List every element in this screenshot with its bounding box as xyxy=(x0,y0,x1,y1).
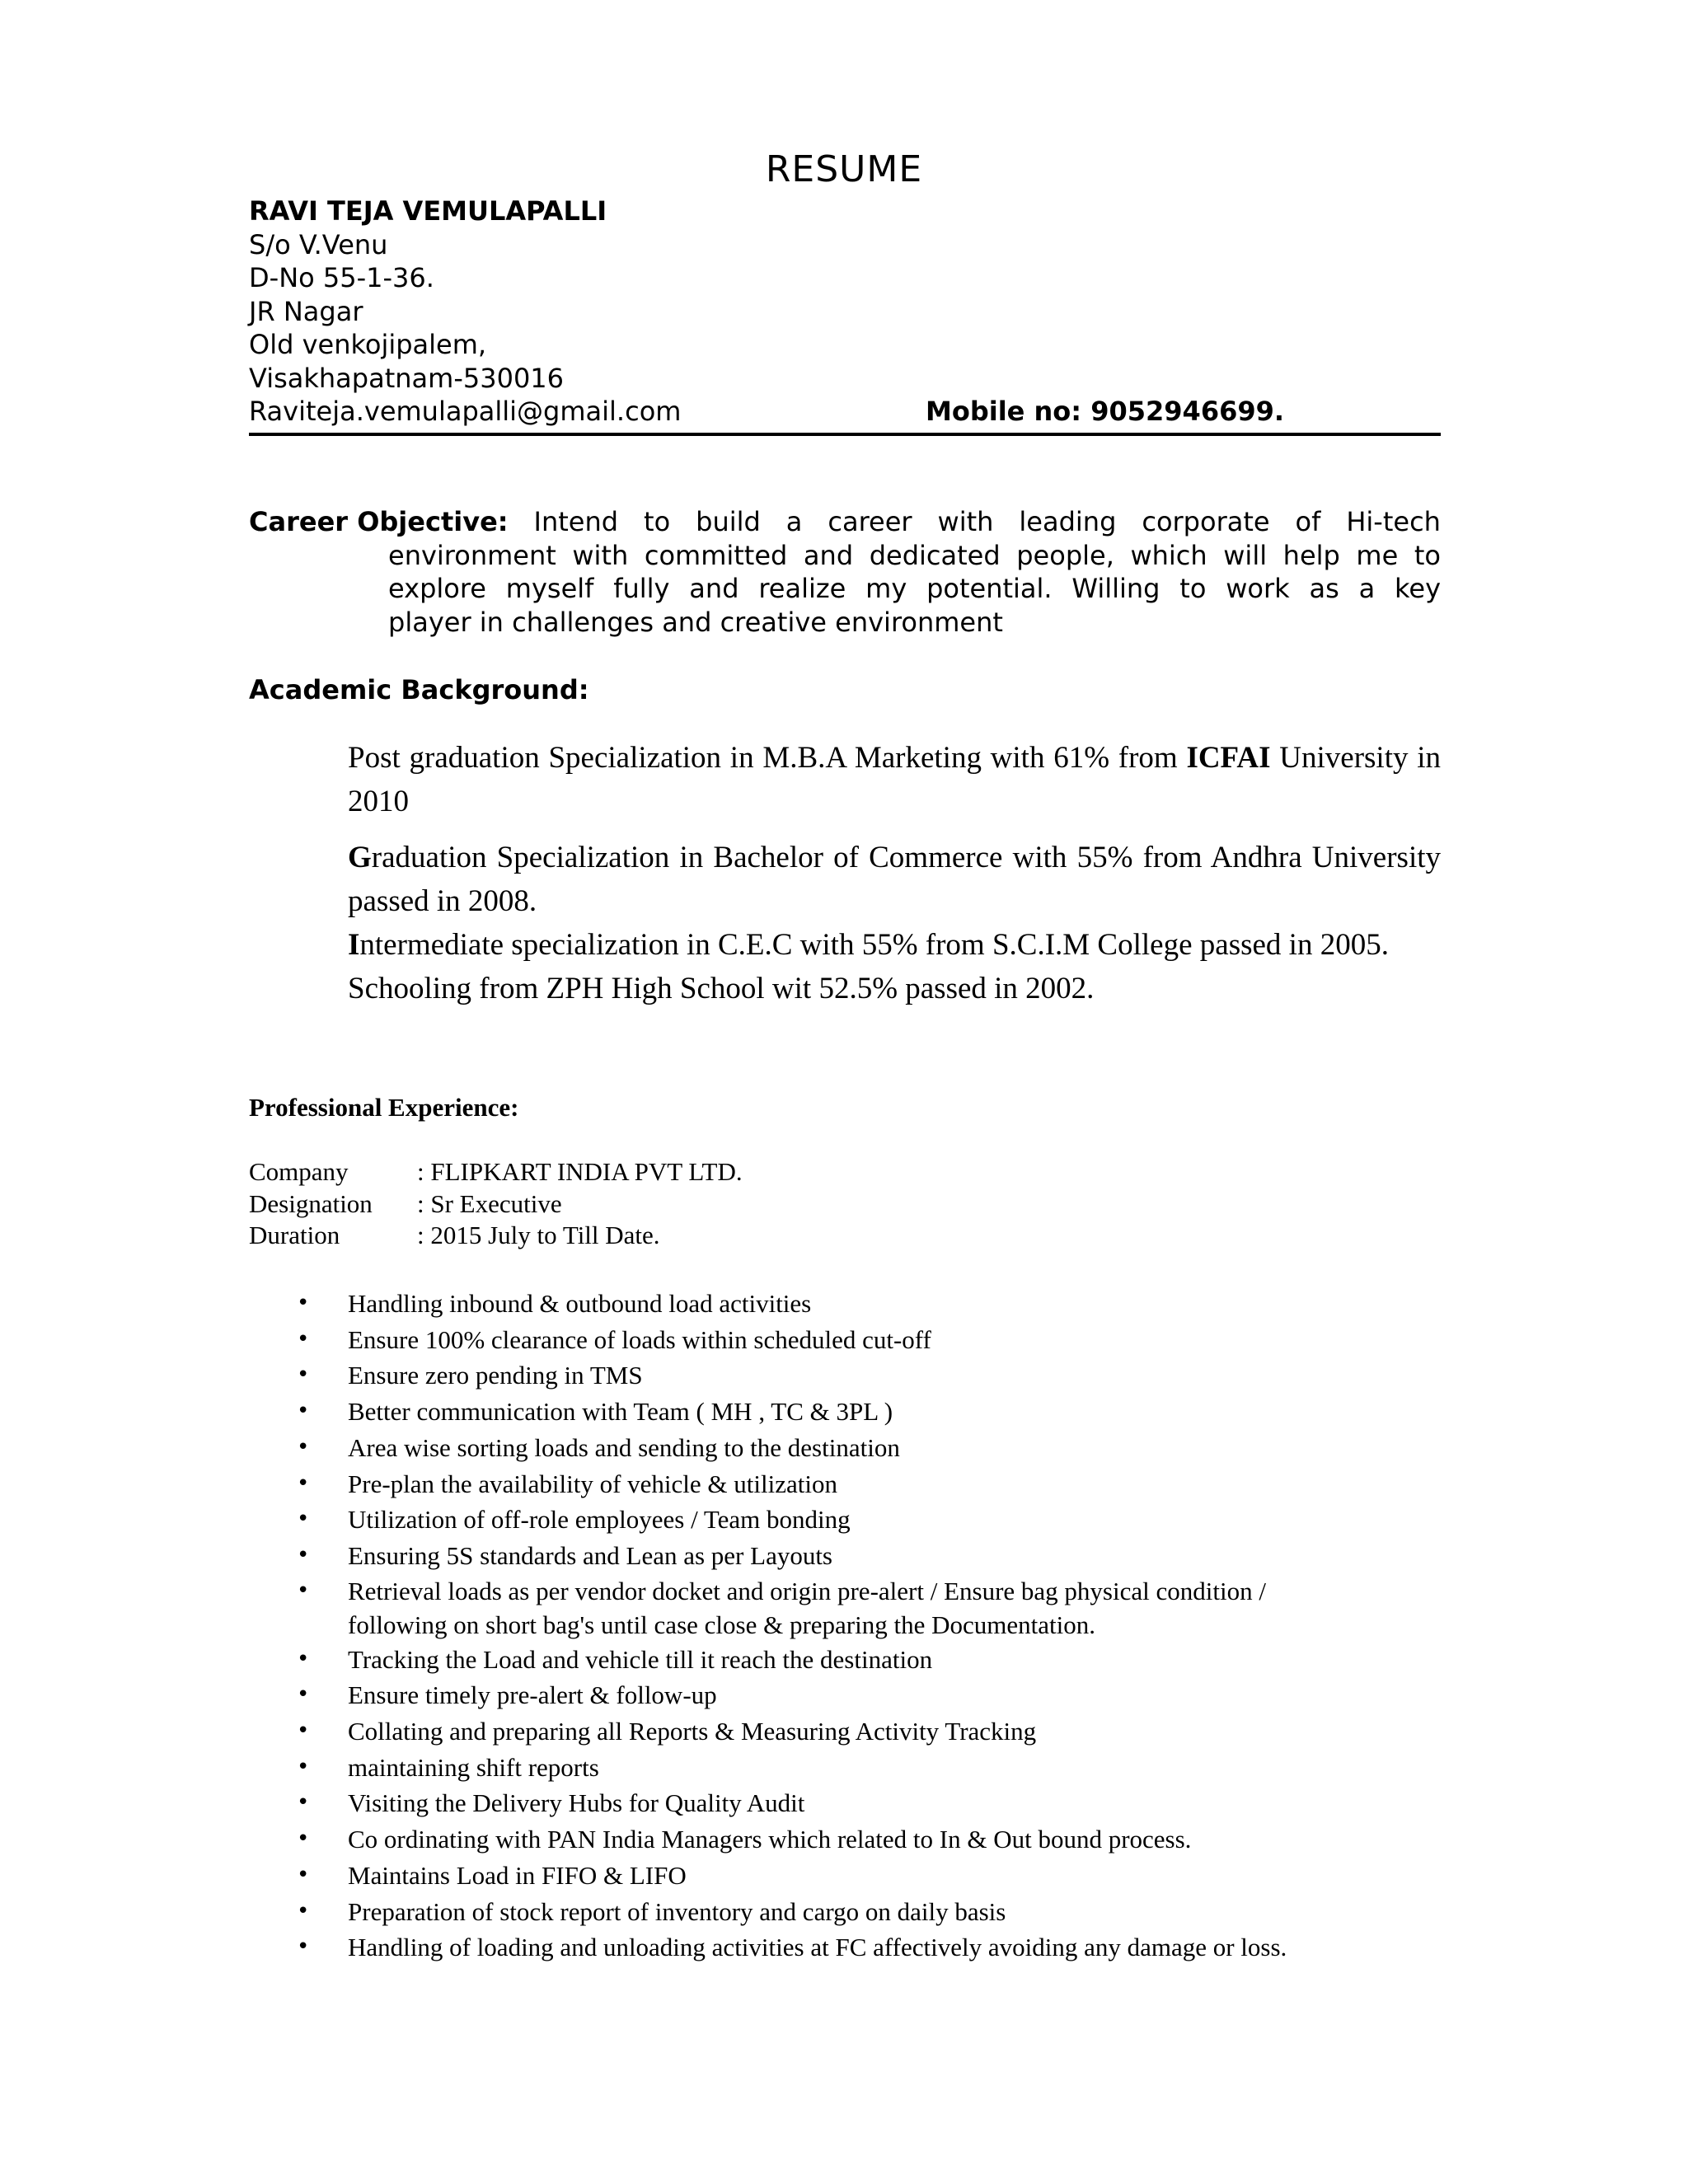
duration-value: : 2015 July to Till Date. xyxy=(417,1221,660,1249)
bullet-icon: • xyxy=(297,1470,310,1496)
mobile-number: Mobile no: 9052946699. xyxy=(926,396,1285,427)
inter-text: ntermediate specialization in C.E.C with 55% from S.C.I.M College passed in 2005. xyxy=(359,928,1389,962)
bullet-icon: • xyxy=(297,1718,310,1744)
duty-item xyxy=(249,1466,1441,1502)
pg-entry xyxy=(348,736,1441,823)
objective-line: environment with committed and dedicated people, which will help me to xyxy=(388,539,1441,571)
candidate-name: RAVI TEJA VEMULAPALLI xyxy=(249,195,607,227)
objective-line: player in challenges and creative environment xyxy=(388,606,1003,638)
objective-word: career xyxy=(828,506,912,537)
academic-heading: Academic Background: xyxy=(249,674,589,705)
duty-item xyxy=(249,1286,1441,1322)
academic-background xyxy=(348,736,1441,1010)
designation-label: Designation xyxy=(249,1188,373,1218)
school-entry: Schooling from ZPH High School wit 52.5% passed in 2002. xyxy=(348,972,1095,1005)
inter-initial: I xyxy=(348,928,360,962)
bullet-icon: • xyxy=(297,1291,310,1315)
contact-header xyxy=(249,194,1441,429)
duty-item xyxy=(249,1785,1441,1821)
duty-item xyxy=(249,1750,1441,1786)
objective-word: with xyxy=(937,506,994,537)
company-label: Company xyxy=(249,1157,349,1186)
duty-text: Ensure zero pending in TMS xyxy=(348,1361,643,1390)
company-row xyxy=(249,1156,743,1188)
duties-list xyxy=(249,1286,1441,1966)
duty-text: Tracking the Load and vehicle till it reach the destination xyxy=(348,1644,933,1674)
duty-item xyxy=(249,1357,1441,1394)
duty-item xyxy=(249,1858,1441,1894)
objective-word: Intend xyxy=(533,506,619,537)
objective-word: leading xyxy=(1019,506,1117,537)
duty-item xyxy=(249,1538,1441,1574)
duty-text: maintaining shift reports xyxy=(348,1752,599,1782)
address-line: JR Nagar xyxy=(249,295,363,327)
duty-text: Utilization of off-role employees / Team bonding xyxy=(348,1505,851,1535)
bullet-icon: • xyxy=(297,1577,310,1603)
bullet-icon: • xyxy=(297,1434,310,1460)
bullet-icon: • xyxy=(297,1934,310,1960)
bullet-icon: • xyxy=(297,1790,310,1816)
duty-text: Pre-plan the availability of vehicle & utilization xyxy=(348,1469,837,1498)
duty-text: Ensure timely pre-alert & follow-up xyxy=(348,1680,717,1710)
objective-word: of xyxy=(1295,506,1321,537)
contact-row xyxy=(249,395,1441,429)
grad-entry xyxy=(348,836,1441,923)
pg-institution: ICFAI xyxy=(1186,741,1271,775)
duty-item xyxy=(249,1642,1441,1678)
duty-text: Visiting the Delivery Hubs for Quality Audit xyxy=(348,1788,805,1818)
grad-text: raduation Specialization in Bachelor of Commerce with 55% from Andhra University passed in 2008. xyxy=(348,841,1441,918)
duty-text: Handling of loading and unloading activities at FC affectively avoiding any damage or loss. xyxy=(348,1933,1287,1962)
duty-item xyxy=(249,1430,1441,1466)
experience-heading: Professional Experience: xyxy=(249,1093,519,1122)
objective-label: Career Objective: xyxy=(249,506,509,537)
page-title: RESUME xyxy=(765,148,923,190)
bullet-icon: • xyxy=(297,1399,310,1424)
bullet-icon: • xyxy=(297,1754,310,1779)
address-line: S/o V.Venu xyxy=(249,228,388,260)
duty-item xyxy=(249,1394,1441,1430)
duty-text: Collating and preparing all Reports & Measuring Activity Tracking xyxy=(348,1717,1037,1746)
duty-item xyxy=(249,1322,1441,1358)
duty-item xyxy=(249,1574,1441,1642)
grad-initial: G xyxy=(348,841,372,874)
bullet-icon: • xyxy=(297,1542,310,1568)
objective-word: Hi-tech xyxy=(1346,506,1441,537)
duty-text: Better communication with Team ( MH , TC & 3PL ) xyxy=(348,1397,893,1427)
duty-text: Area wise sorting loads and sending to the destination xyxy=(348,1432,900,1462)
bullet-icon: • xyxy=(297,1826,310,1852)
address-line: D-No 55-1-36. xyxy=(249,262,434,293)
objective-line: explore myself fully and realize my potential. Willing to work as a key xyxy=(388,573,1441,604)
duty-text: Preparation of stock report of inventory and cargo on daily basis xyxy=(348,1896,1006,1926)
duty-text: Maintains Load in FIFO & LIFO xyxy=(348,1860,687,1890)
email-address: Raviteja.vemulapalli@gmail.com xyxy=(249,396,682,427)
bullet-icon: • xyxy=(297,1898,310,1924)
duty-text: Handling inbound & outbound load activities xyxy=(348,1289,812,1318)
duty-text: Retrieval loads as per vendor docket and origin pre-alert / Ensure bag physical condition / xyxy=(348,1576,1266,1605)
duty-item xyxy=(249,1713,1441,1750)
address-line: Visakhapatnam-530016 xyxy=(249,362,565,394)
bullet-icon: • xyxy=(297,1507,310,1532)
duration-row xyxy=(249,1220,743,1252)
address-line: Old venkojipalem, xyxy=(249,329,487,360)
objective-word: a xyxy=(785,506,803,537)
duration-label: Duration xyxy=(249,1221,340,1249)
bullet-icon: • xyxy=(297,1362,310,1388)
company-value: : FLIPKART INDIA PVT LTD. xyxy=(417,1157,743,1186)
inter-entry xyxy=(348,923,1441,967)
objective-word: to xyxy=(644,506,671,537)
bullet-icon: • xyxy=(297,1646,310,1671)
job-details xyxy=(249,1156,743,1252)
duty-item xyxy=(249,1929,1441,1966)
duty-item xyxy=(249,1677,1441,1713)
bullet-icon: • xyxy=(297,1326,310,1352)
duty-text: Co ordinating with PAN India Managers which related to In & Out bound process. xyxy=(348,1825,1192,1854)
header-divider xyxy=(249,433,1441,436)
pg-rest: University in 2010 xyxy=(348,741,1442,818)
objective-word: corporate xyxy=(1142,506,1270,537)
objective-word: build xyxy=(696,506,761,537)
designation-value: : Sr Executive xyxy=(417,1188,562,1218)
designation-row xyxy=(249,1188,743,1221)
duty-item xyxy=(249,1502,1441,1538)
pg-text: Post graduation Specialization in M.B.A Marketing with 61% from xyxy=(348,741,1187,775)
objective-first-line xyxy=(249,505,1441,539)
duty-text-continued: following on short bag's until case close & preparing the Documentation. xyxy=(348,1610,1095,1639)
career-objective xyxy=(249,505,1441,639)
bullet-icon: • xyxy=(297,1862,310,1887)
duty-text: Ensure 100% clearance of loads within scheduled cut-off xyxy=(348,1324,931,1354)
bullet-icon: • xyxy=(297,1682,310,1708)
duty-item xyxy=(249,1894,1441,1930)
duty-text: Ensuring 5S standards and Lean as per Layouts xyxy=(348,1540,833,1570)
duty-item xyxy=(249,1821,1441,1858)
